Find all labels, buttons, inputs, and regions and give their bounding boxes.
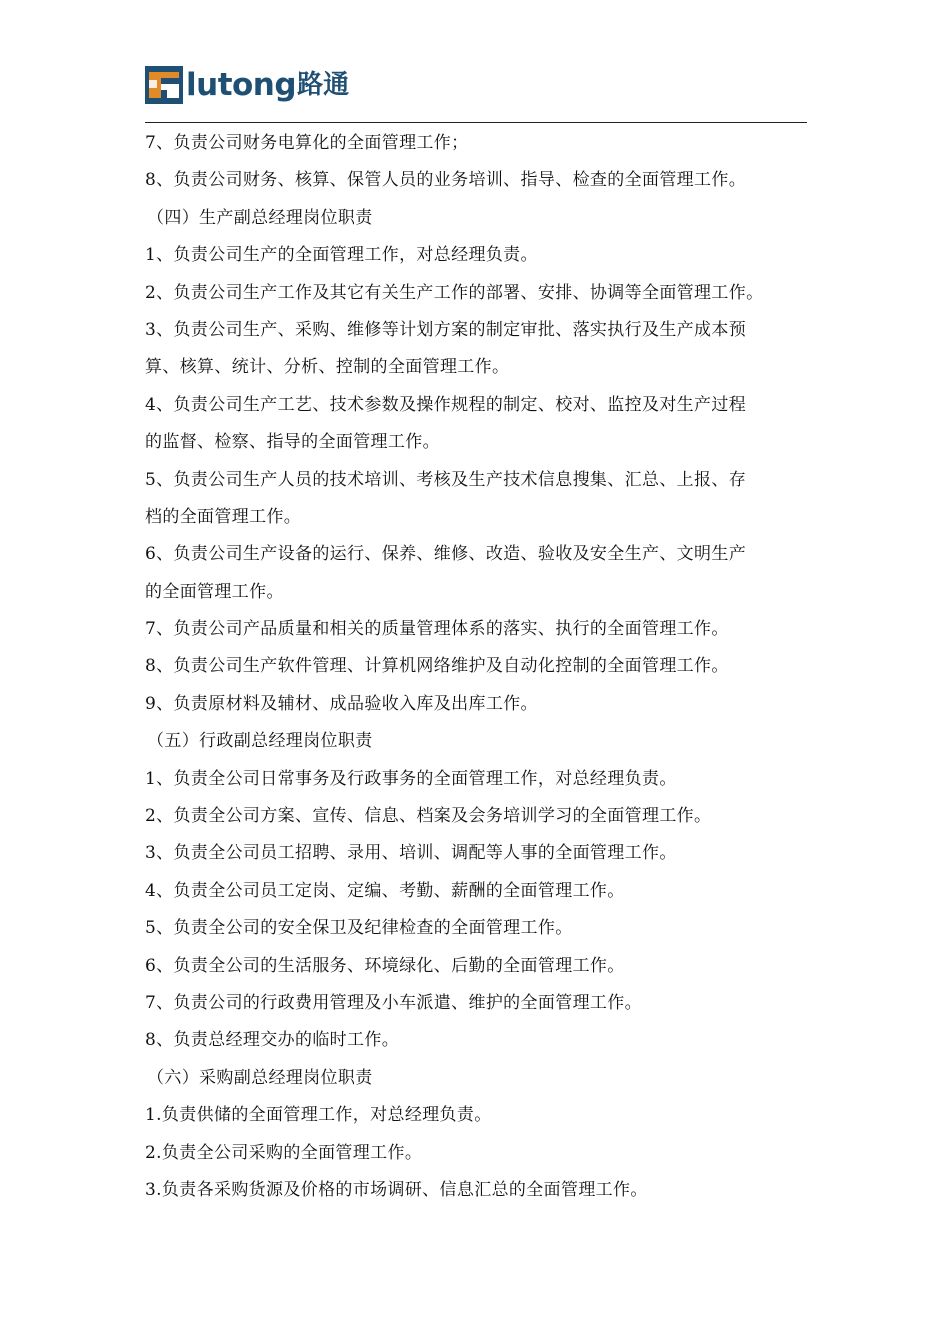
text-line: 3、负责公司生产、采购、维修等计划方案的制定审批、落实执行及生产成本预 xyxy=(145,319,747,340)
text-line: 4、负责公司生产工艺、技术参数及操作规程的制定、校对、监控及对生产过程 xyxy=(145,394,747,415)
section-heading: （五）行政副总经理岗位职责 xyxy=(147,731,373,752)
text-line: 3、负责全公司员工招聘、录用、培训、调配等人事的全面管理工作。 xyxy=(145,843,677,864)
header-divider xyxy=(145,122,807,123)
text-line: 2、负责公司生产工作及其它有关生产工作的部署、安排、协调等全面管理工作。 xyxy=(145,282,764,303)
lutong-logo-mark-icon xyxy=(145,66,183,104)
text-line: 7、负责公司的行政费用管理及小车派遣、维护的全面管理工作。 xyxy=(145,992,642,1013)
text-line: 4、负责全公司员工定岗、定编、考勤、薪酬的全面管理工作。 xyxy=(145,880,625,901)
document-body xyxy=(145,125,810,1209)
text-line: 的监督、检察、指导的全面管理工作。 xyxy=(145,432,440,453)
text-line: 1、负责公司生产的全面管理工作，对总经理负责。 xyxy=(145,245,538,266)
text-line: 1.负责供储的全面管理工作，对总经理负责。 xyxy=(145,1105,492,1126)
logo-wordmark: lutong xyxy=(186,67,297,103)
section-heading: （六）采购副总经理岗位职责 xyxy=(147,1067,373,1088)
company-logo xyxy=(145,64,349,106)
text-line: 档的全面管理工作。 xyxy=(145,506,302,527)
section-heading: （四）生产副总经理岗位职责 xyxy=(147,207,373,228)
text-line: 6、负责公司生产设备的运行、保养、维修、改造、验收及安全生产、文明生产 xyxy=(145,544,747,565)
text-line: 的全面管理工作。 xyxy=(145,581,284,602)
text-line: 7、负责公司财务电算化的全面管理工作； xyxy=(145,133,469,153)
text-line: 2.负责全公司采购的全面管理工作。 xyxy=(145,1142,423,1163)
text-line: 5、负责公司生产人员的技术培训、考核及生产技术信息搜集、汇总、上报、存 xyxy=(145,469,747,490)
text-line: 6、负责全公司的生活服务、环境绿化、后勤的全面管理工作。 xyxy=(145,955,625,976)
text-line: 1、负责全公司日常事务及行政事务的全面管理工作，对总经理负责。 xyxy=(145,768,677,789)
text-line: 8、负责公司生产软件管理、计算机网络维护及自动化控制的全面管理工作。 xyxy=(145,656,729,677)
text-line: 算、核算、统计、分析、控制的全面管理工作。 xyxy=(145,357,510,378)
text-line: 8、负责总经理交办的临时工作。 xyxy=(145,1030,400,1051)
logo-chinese-name: 路通 xyxy=(297,70,350,100)
text-line: 2、负责全公司方案、宣传、信息、档案及会务培训学习的全面管理工作。 xyxy=(145,806,712,827)
page-header xyxy=(145,64,807,124)
text-line: 5、负责全公司的安全保卫及纪律检查的全面管理工作。 xyxy=(145,918,573,939)
text-line: 8、负责公司财务、核算、保管人员的业务培训、指导、检查的全面管理工作。 xyxy=(145,170,747,191)
text-line: 3.负责各采购货源及价格的市场调研、信息汇总的全面管理工作。 xyxy=(145,1179,648,1200)
text-line: 7、负责公司产品质量和相关的质量管理体系的落实、执行的全面管理工作。 xyxy=(145,619,729,640)
text-line: 9、负责原材料及辅材、成品验收入库及出库工作。 xyxy=(145,693,538,714)
